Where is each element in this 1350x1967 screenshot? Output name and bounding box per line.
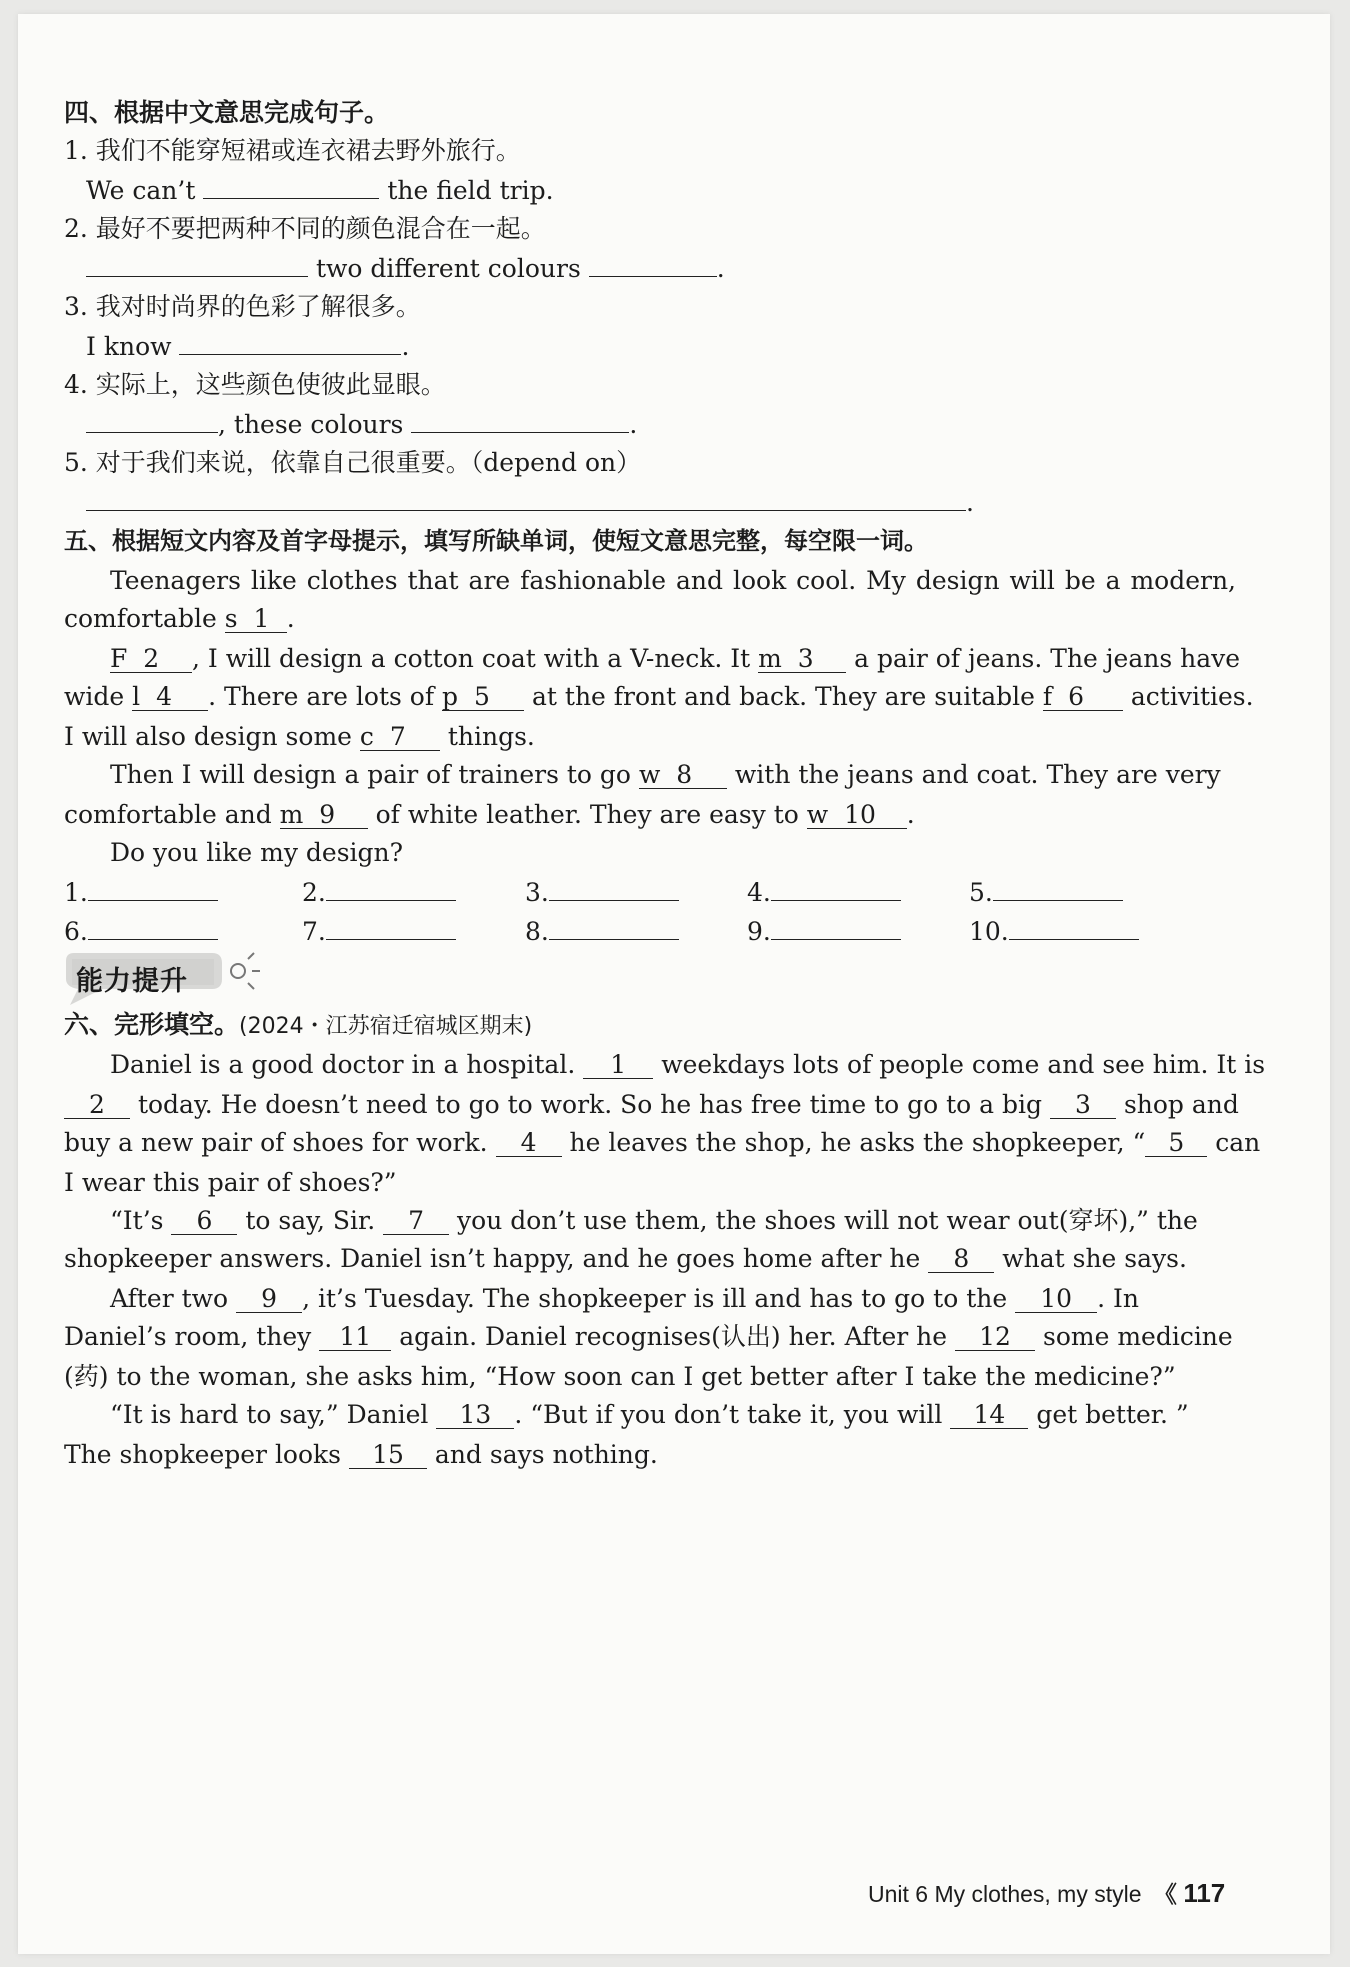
- answer-label: 9.: [747, 917, 771, 946]
- answer-10: [969, 917, 1139, 947]
- blank-5-10-num: 10: [844, 800, 876, 829]
- cloze-blank-8[interactable]: [928, 1246, 994, 1273]
- p6-text: Daniel’s room, they: [64, 1322, 312, 1351]
- answer-blank-10[interactable]: [1009, 939, 1139, 940]
- q5-period: .: [966, 488, 974, 517]
- p6-text: get better. ”: [1036, 1400, 1189, 1429]
- passage6-line1: [110, 1050, 1265, 1080]
- passage5-line1: Teenagers like clothes that are fashionable and look cool. My design will be a modern,: [110, 566, 1236, 595]
- passage5-line8: Do you like my design?: [110, 838, 404, 867]
- q3-english: [86, 332, 409, 362]
- blank-5-5[interactable]: [442, 684, 524, 711]
- q2-blank-1[interactable]: [86, 276, 308, 277]
- passage6-line3: [64, 1128, 1260, 1158]
- p6-text: can: [1215, 1128, 1261, 1157]
- q2-text: two different colours: [315, 254, 581, 283]
- cloze-blank-2[interactable]: [64, 1092, 130, 1119]
- answer-9: [747, 917, 901, 947]
- answer-4: [747, 878, 901, 908]
- q2-blank-2[interactable]: [589, 276, 717, 277]
- blank-5-9-letter: m: [279, 800, 304, 829]
- page-footer: [868, 1876, 1225, 1909]
- p6-text: shop and: [1123, 1090, 1239, 1119]
- q4-period: .: [629, 410, 638, 439]
- q1-chinese: 1. 我们不能穿短裙或连衣裙去野外旅行。: [64, 136, 521, 165]
- cloze-num: 8: [953, 1244, 970, 1273]
- blank-5-2-num: 2: [143, 644, 160, 673]
- p6-text: . In: [1097, 1284, 1139, 1313]
- cloze-num: 7: [408, 1206, 425, 1235]
- passage6-line2: [64, 1090, 1239, 1120]
- cloze-blank-7[interactable]: [383, 1208, 449, 1235]
- banner-title: 能力提升: [76, 966, 188, 997]
- p6-text: “It’s: [110, 1206, 164, 1235]
- p5-text: Then I will design a pair of trainers to go: [110, 760, 631, 789]
- section-6-source: (2024・江苏宿迁宿城区期末): [239, 1014, 533, 1039]
- answer-label: 7.: [302, 917, 326, 946]
- section-banner: [62, 949, 292, 1009]
- p6-text: The shopkeeper looks: [64, 1440, 342, 1469]
- p6-text: he leaves the shop, he asks the shopkeeper, “: [569, 1128, 1146, 1157]
- p6-text: shopkeeper answers. Daniel isn’t happy, and he goes home after he: [64, 1244, 921, 1273]
- p6-text: to say, Sir.: [245, 1206, 376, 1235]
- cloze-blank-1[interactable]: [583, 1052, 653, 1079]
- blank-5-9[interactable]: [280, 802, 368, 829]
- cloze-blank-5[interactable]: [1145, 1130, 1207, 1157]
- cloze-num: 15: [372, 1440, 404, 1469]
- p6-text: again. Daniel recognises(认出) her. After he: [399, 1322, 948, 1351]
- blank-5-7-num: 7: [389, 722, 406, 751]
- p5-period: .: [906, 800, 915, 829]
- cloze-num: 4: [520, 1128, 537, 1157]
- cloze-blank-11[interactable]: [319, 1324, 391, 1351]
- passage6-line10: [110, 1400, 1189, 1430]
- p6-text: buy a new pair of shoes for work.: [64, 1128, 488, 1157]
- passage5-line6: [110, 760, 1221, 790]
- section-4-heading: 四、根据中文意思完成句子。: [64, 98, 390, 127]
- p5-text: a pair of jeans. The jeans have: [854, 644, 1241, 673]
- p5-text: comfortable and: [64, 800, 272, 829]
- answer-label: 2.: [302, 878, 326, 907]
- p6-text: Daniel is a good doctor in a hospital.: [110, 1050, 576, 1079]
- answer-label: 5.: [969, 878, 993, 907]
- answer-1: [64, 878, 218, 908]
- passage6-line5: [110, 1206, 1198, 1236]
- cloze-num: 13: [459, 1400, 492, 1429]
- answer-3: [525, 878, 679, 908]
- passage5-line2: [64, 604, 295, 634]
- blank-5-2-letter: F: [110, 644, 128, 673]
- passage6-line8: [64, 1322, 1233, 1352]
- q2-chinese: 2. 最好不要把两种不同的颜色混合在一起。: [64, 214, 546, 243]
- blank-5-8-letter: w: [638, 760, 661, 789]
- q1-text-a: We can’t: [86, 176, 196, 205]
- cloze-blank-10[interactable]: [1015, 1286, 1097, 1313]
- passage6-line9: (药) to the woman, she asks him, “How soon can I get better after I take the medicine?”: [64, 1362, 1176, 1391]
- p5-text: . There are lots of: [208, 682, 435, 711]
- answer-blank-7[interactable]: [326, 939, 456, 940]
- q4-blank-2[interactable]: [411, 432, 629, 433]
- cloze-num: 10: [1040, 1284, 1072, 1313]
- blank-5-6-letter: f: [1042, 682, 1053, 711]
- q2-english: [86, 254, 725, 284]
- q2-period: .: [716, 254, 725, 283]
- cloze-num: 5: [1168, 1128, 1185, 1157]
- page-number: 117: [1183, 1878, 1226, 1908]
- answer-8: [525, 917, 679, 947]
- p5-text: , I will design a cotton coat with a V-neck. It: [192, 644, 751, 673]
- p6-text: “It is hard to say,” Daniel: [110, 1400, 429, 1429]
- answer-blank-9[interactable]: [771, 939, 901, 940]
- double-chevron-icon: 《: [1153, 1881, 1177, 1907]
- blank-5-1-num: 1: [253, 604, 270, 633]
- cloze-blank-4[interactable]: [496, 1130, 562, 1157]
- answer-label: 10.: [969, 917, 1009, 946]
- blank-5-3[interactable]: [758, 646, 846, 673]
- cloze-num: 14: [973, 1400, 1006, 1429]
- answer-5: [969, 878, 1123, 908]
- blank-5-1-letter: s: [224, 604, 238, 633]
- answer-blank-8[interactable]: [549, 939, 679, 940]
- q4-english: [86, 410, 637, 440]
- p6-text: and says nothing.: [434, 1440, 658, 1469]
- section-6-heading-line: [64, 1010, 532, 1042]
- cloze-blank-6[interactable]: [171, 1208, 237, 1235]
- blank-5-4-num: 4: [156, 682, 172, 711]
- unit-title: Unit 6 My clothes, my style: [868, 1881, 1142, 1907]
- answer-2: [302, 878, 456, 908]
- passage5-line4: [64, 682, 1254, 712]
- cloze-blank-9[interactable]: [236, 1286, 302, 1313]
- passage5-line7: [64, 800, 915, 830]
- q5-english: [86, 488, 974, 518]
- blank-5-3-num: 3: [797, 644, 814, 673]
- cloze-num: 2: [89, 1090, 105, 1119]
- answer-blank-2[interactable]: [326, 900, 456, 901]
- cloze-blank-3[interactable]: [1050, 1092, 1116, 1119]
- p5-text: with the jeans and coat. They are very: [734, 760, 1221, 789]
- blank-5-7[interactable]: [360, 724, 440, 751]
- answer-label: 4.: [747, 878, 771, 907]
- cloze-blank-14[interactable]: [950, 1402, 1028, 1429]
- blank-5-2[interactable]: [110, 646, 192, 673]
- q1-english: [86, 176, 554, 206]
- p5-text: comfortable: [64, 604, 217, 633]
- answer-6: [64, 917, 218, 947]
- q4-blank-1[interactable]: [86, 432, 218, 433]
- cloze-num: 12: [979, 1322, 1011, 1351]
- blank-5-4-letter: l: [132, 682, 141, 711]
- answer-label: 6.: [64, 917, 88, 946]
- passage6-line7: [110, 1284, 1139, 1314]
- blank-5-5-letter: p: [442, 682, 459, 711]
- q1-blank[interactable]: [203, 198, 379, 199]
- blank-5-1[interactable]: [225, 606, 287, 633]
- passage6-line11: [64, 1440, 658, 1470]
- q5-chinese: 5. 对于我们来说，依靠自己很重要。（depend on）: [64, 448, 642, 477]
- p5-text: activities.: [1130, 682, 1254, 711]
- blank-5-7-letter: c: [359, 722, 374, 751]
- p6-text: what she says.: [1002, 1244, 1187, 1273]
- cloze-num: 3: [1075, 1090, 1091, 1119]
- blank-5-8[interactable]: [639, 762, 727, 789]
- passage6-line4: I wear this pair of shoes?”: [64, 1168, 397, 1197]
- cloze-blank-15[interactable]: [349, 1442, 427, 1469]
- blank-5-6-num: 6: [1068, 682, 1084, 711]
- answer-label: 8.: [525, 917, 549, 946]
- cloze-num: 6: [196, 1206, 213, 1235]
- cloze-blank-12[interactable]: [955, 1324, 1035, 1351]
- q3-text: I know: [86, 332, 172, 361]
- answer-7: [302, 917, 456, 947]
- blank-5-9-num: 9: [319, 800, 336, 829]
- p6-text: you don’t use them, the shoes will not wear out(穿坏),” the: [457, 1206, 1198, 1235]
- section-6-heading: 六、完形填空。: [64, 1010, 240, 1039]
- blank-5-10-letter: w: [806, 800, 829, 829]
- p6-text: weekdays lots of people come and see him. It is: [661, 1050, 1266, 1079]
- p5-text: I will also design some: [64, 722, 352, 751]
- p6-text: . “But if you don’t take it, you will: [514, 1400, 943, 1429]
- p5-text: of white leather. They are easy to: [375, 800, 799, 829]
- answer-label: 3.: [525, 878, 549, 907]
- answer-blank-4[interactable]: [771, 900, 901, 901]
- cloze-blank-13[interactable]: [436, 1402, 514, 1429]
- p5-text: things.: [447, 722, 535, 751]
- q1-text-b: the field trip.: [387, 176, 554, 205]
- p5-text: at the front and back. They are suitable: [532, 682, 1035, 711]
- section-5-heading: 五、根据短文内容及首字母提示，填写所缺单词，使短文意思完整，每空限一词。: [64, 527, 928, 555]
- q3-chinese: 3. 我对时尚界的色彩了解很多。: [64, 292, 421, 321]
- passage5-line3: [110, 644, 1240, 674]
- p6-text: After two: [110, 1284, 229, 1313]
- answer-blank-5[interactable]: [993, 900, 1123, 901]
- p6-text: today. He doesn’t need to go to work. So he has free time to go to a big: [137, 1090, 1043, 1119]
- p5-text: wide: [64, 682, 125, 711]
- answer-blank-6[interactable]: [88, 939, 218, 940]
- blank-5-4[interactable]: [132, 684, 208, 711]
- blank-5-5-num: 5: [473, 682, 490, 711]
- answer-blank-1[interactable]: [88, 900, 218, 901]
- p6-text: , it’s Tuesday. The shopkeeper is ill and has to go to the: [302, 1284, 1008, 1313]
- passage6-line6: [64, 1244, 1187, 1274]
- worksheet-page: [18, 14, 1330, 1954]
- q3-blank[interactable]: [179, 354, 401, 355]
- q4-text: , these colours: [218, 410, 404, 439]
- p5-period: .: [286, 604, 295, 633]
- answer-blank-3[interactable]: [549, 900, 679, 901]
- answer-label: 1.: [64, 878, 88, 907]
- blank-5-8-num: 8: [676, 760, 693, 789]
- q4-chinese: 4. 实际上，这些颜色使彼此显眼。: [64, 370, 446, 399]
- passage5-line5: [64, 722, 535, 752]
- q3-period: .: [401, 332, 410, 361]
- blank-5-10[interactable]: [807, 802, 907, 829]
- blank-5-3-letter: m: [758, 644, 782, 673]
- blank-5-6[interactable]: [1043, 684, 1123, 711]
- cloze-num: 11: [339, 1322, 372, 1351]
- q5-blank[interactable]: [86, 510, 966, 511]
- p6-text: some medicine: [1042, 1322, 1233, 1351]
- cloze-num: 9: [261, 1284, 278, 1313]
- cloze-num: 1: [610, 1050, 627, 1079]
